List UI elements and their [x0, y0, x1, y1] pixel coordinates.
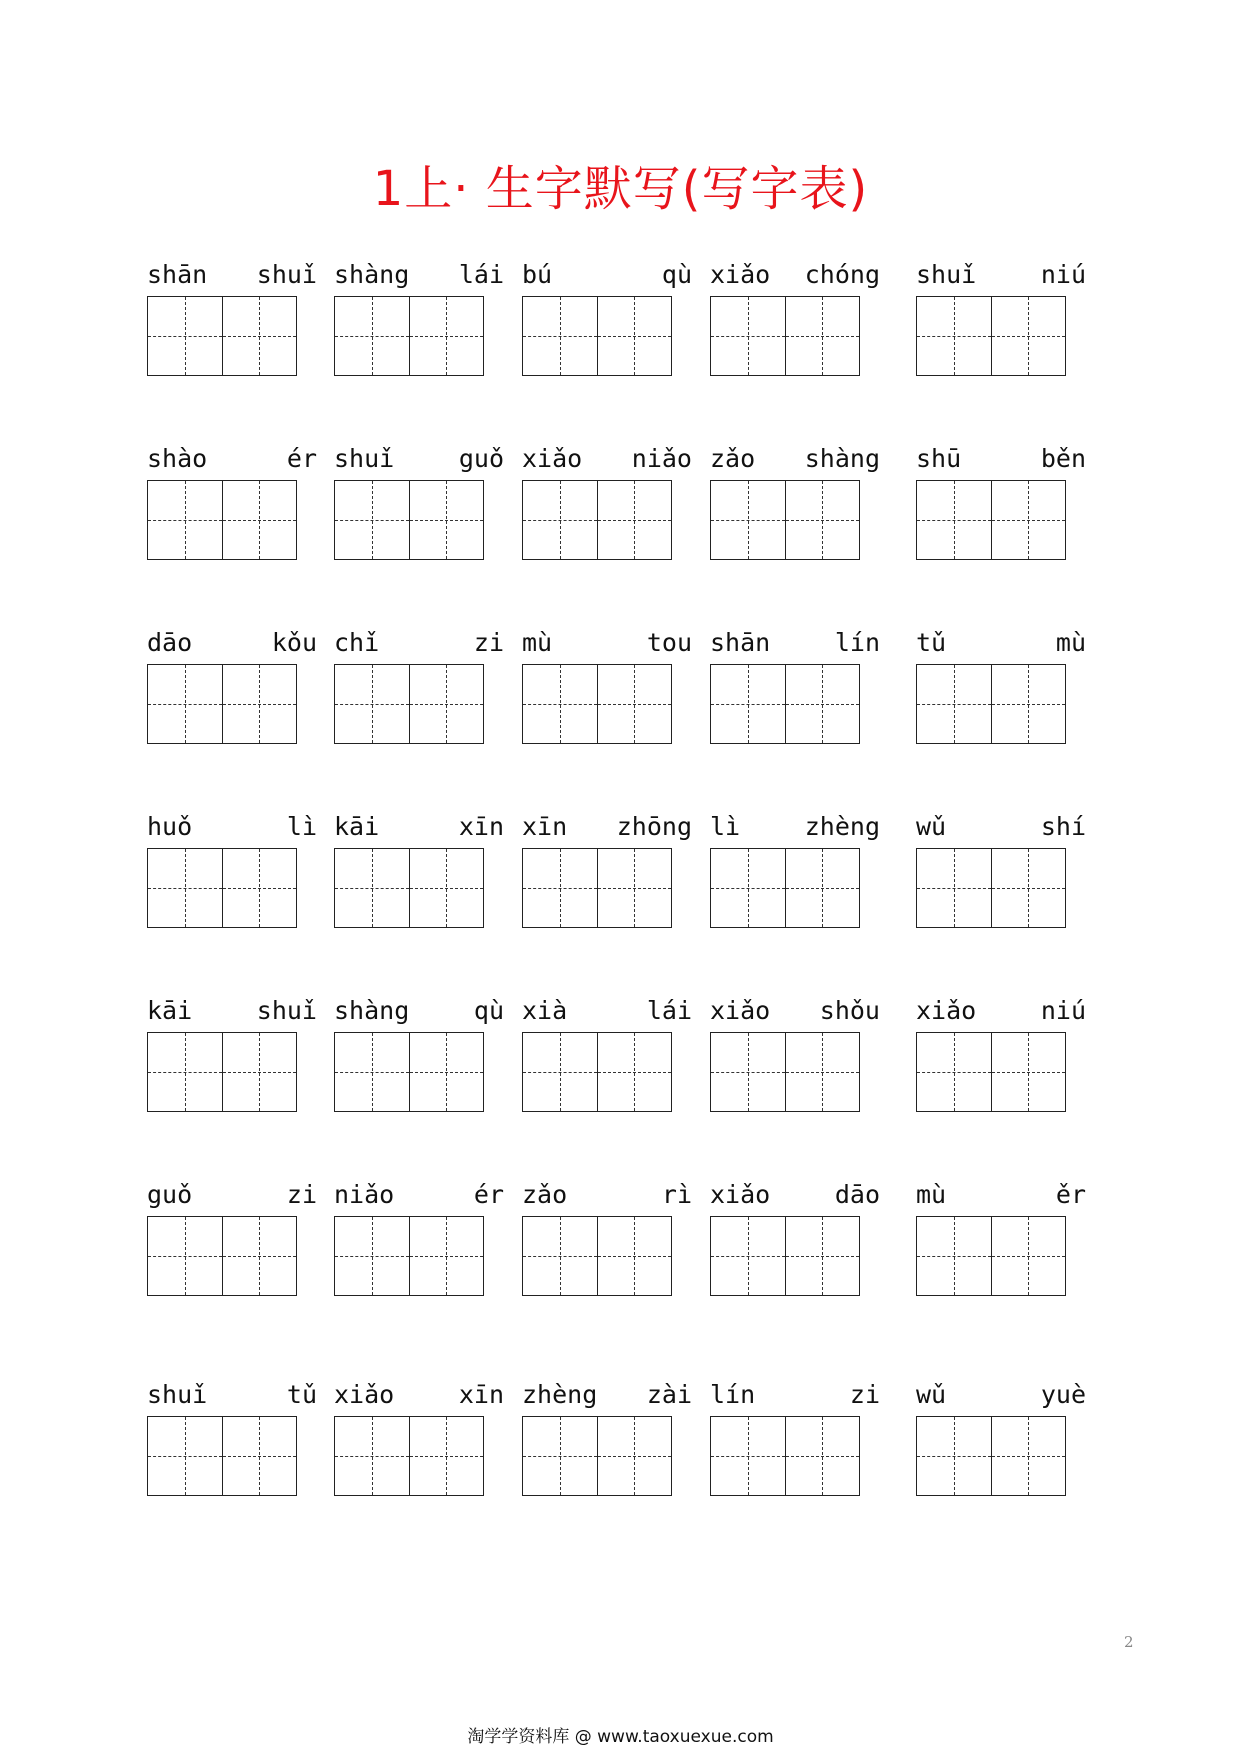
tianzige-box[interactable] [222, 1033, 297, 1111]
tianzige-box-pair [916, 1032, 1066, 1112]
tianzige-box-pair [916, 1416, 1066, 1496]
tianzige-box[interactable] [991, 1417, 1066, 1495]
tianzige-box[interactable] [409, 1417, 484, 1495]
tianzige-box[interactable] [222, 1417, 297, 1495]
tianzige-box[interactable] [409, 1033, 484, 1111]
pinyin-label [710, 1180, 880, 1214]
tianzige-box[interactable] [148, 1417, 222, 1495]
pinyin-syllable: wǔ [916, 812, 947, 841]
tianzige-box-pair [522, 1216, 672, 1296]
tianzige-box-pair [147, 296, 297, 376]
pinyin-syllable: xīn [522, 812, 568, 841]
tianzige-box[interactable] [917, 1033, 991, 1111]
tianzige-box-pair [522, 1416, 672, 1496]
pinyin-syllable: shǒu [819, 996, 880, 1025]
tianzige-box[interactable] [917, 849, 991, 927]
pinyin-syllable: mù [1055, 628, 1086, 657]
tianzige-box[interactable] [711, 1417, 785, 1495]
tianzige-box[interactable] [597, 481, 672, 559]
pinyin-syllable: shàng [804, 444, 880, 473]
pinyin-syllable: zhōng [616, 812, 692, 841]
pinyin-syllable: zǎo [710, 444, 756, 473]
pinyin-syllable: shuǐ [916, 260, 977, 289]
pinyin-syllable: tǔ [916, 628, 947, 657]
pinyin-label [334, 628, 504, 662]
pinyin-syllable: dāo [147, 628, 193, 657]
tianzige-box[interactable] [917, 665, 991, 743]
pinyin-syllable: zài [646, 1380, 692, 1409]
pinyin-label [522, 260, 692, 294]
pinyin-syllable: niǎo [631, 444, 692, 473]
tianzige-box-pair [916, 848, 1066, 928]
tianzige-box[interactable] [917, 481, 991, 559]
tianzige-box[interactable] [785, 1417, 860, 1495]
tianzige-box-pair [916, 296, 1066, 376]
pinyin-label [334, 444, 504, 478]
pinyin-syllable: zi [849, 1380, 880, 1409]
pinyin-syllable: kāi [147, 996, 193, 1025]
pinyin-syllable: lín [834, 628, 880, 657]
tianzige-box-pair [334, 1216, 484, 1296]
pinyin-syllable: xīn [458, 1380, 504, 1409]
tianzige-box[interactable] [597, 1033, 672, 1111]
tianzige-box[interactable] [711, 297, 785, 375]
tianzige-box[interactable] [335, 1217, 409, 1295]
pinyin-syllable: shān [710, 628, 771, 657]
tianzige-box-pair [916, 480, 1066, 560]
tianzige-box[interactable] [711, 1033, 785, 1111]
pinyin-label [522, 996, 692, 1030]
tianzige-box[interactable] [148, 481, 222, 559]
tianzige-box-pair [522, 848, 672, 928]
pinyin-syllable: shí [1040, 812, 1086, 841]
tianzige-box-pair [710, 1416, 860, 1496]
tianzige-box[interactable] [917, 1417, 991, 1495]
pinyin-syllable: xiǎo [916, 996, 977, 1025]
tianzige-box-pair [334, 1416, 484, 1496]
tianzige-box-pair [147, 1216, 297, 1296]
pinyin-syllable: rì [661, 1180, 692, 1209]
pinyin-syllable: xiǎo [334, 1380, 395, 1409]
tianzige-box[interactable] [335, 665, 409, 743]
pinyin-syllable: guǒ [458, 444, 504, 473]
pinyin-syllable: niú [1040, 260, 1086, 289]
tianzige-box[interactable] [409, 1217, 484, 1295]
pinyin-syllable: kǒu [271, 628, 317, 657]
tianzige-box[interactable] [711, 665, 785, 743]
pinyin-syllable: zhèng [804, 812, 880, 841]
pinyin-label [147, 1380, 317, 1414]
pinyin-label [710, 996, 880, 1030]
page-number: 2 [1124, 1633, 1134, 1651]
pinyin-syllable: shuǐ [147, 1380, 208, 1409]
tianzige-box-pair [522, 664, 672, 744]
tianzige-box[interactable] [148, 297, 222, 375]
tianzige-box[interactable] [991, 849, 1066, 927]
tianzige-box[interactable] [523, 481, 597, 559]
pinyin-label [334, 812, 504, 846]
pinyin-label [147, 628, 317, 662]
tianzige-box[interactable] [222, 665, 297, 743]
pinyin-syllable: tǔ [286, 1380, 317, 1409]
tianzige-box[interactable] [148, 849, 222, 927]
tianzige-box[interactable] [222, 1217, 297, 1295]
pinyin-label [334, 1180, 504, 1214]
tianzige-box[interactable] [222, 481, 297, 559]
pinyin-syllable: wǔ [916, 1380, 947, 1409]
tianzige-box-pair [710, 480, 860, 560]
tianzige-box[interactable] [597, 1217, 672, 1295]
pinyin-syllable: shàng [334, 260, 410, 289]
tianzige-box[interactable] [711, 481, 785, 559]
tianzige-box[interactable] [711, 849, 785, 927]
tianzige-box[interactable] [991, 481, 1066, 559]
tianzige-box-pair [334, 664, 484, 744]
pinyin-syllable: ér [473, 1180, 504, 1209]
pinyin-label [334, 996, 504, 1030]
tianzige-box-pair [522, 1032, 672, 1112]
pinyin-syllable: lái [458, 260, 504, 289]
pinyin-label [147, 996, 317, 1030]
pinyin-syllable: niǎo [334, 1180, 395, 1209]
pinyin-syllable: shuǐ [256, 260, 317, 289]
tianzige-box-pair [710, 1032, 860, 1112]
tianzige-box-pair [147, 1416, 297, 1496]
tianzige-box-pair [147, 480, 297, 560]
pinyin-syllable: shàng [334, 996, 410, 1025]
tianzige-box-pair [147, 848, 297, 928]
tianzige-box[interactable] [991, 665, 1066, 743]
pinyin-label [916, 1180, 1086, 1214]
tianzige-box[interactable] [711, 1217, 785, 1295]
tianzige-box-pair [334, 480, 484, 560]
page-title: 1上· 生字默写(写字表) [372, 161, 869, 217]
pinyin-label [522, 812, 692, 846]
pinyin-label [916, 996, 1086, 1030]
tianzige-box[interactable] [785, 1217, 860, 1295]
pinyin-syllable: dāo [834, 1180, 880, 1209]
pinyin-label [916, 260, 1086, 294]
tianzige-box[interactable] [148, 1033, 222, 1111]
pinyin-syllable: tou [646, 628, 692, 657]
pinyin-label [522, 1180, 692, 1214]
tianzige-box-pair [334, 296, 484, 376]
tianzige-box[interactable] [785, 481, 860, 559]
tianzige-box[interactable] [523, 1417, 597, 1495]
pinyin-syllable: huǒ [147, 812, 193, 841]
tianzige-box[interactable] [222, 297, 297, 375]
pinyin-syllable: qù [473, 996, 504, 1025]
pinyin-label [710, 812, 880, 846]
pinyin-syllable: yuè [1040, 1380, 1086, 1409]
footer-watermark: 淘学学资料库 @ www.taoxuexue.com [467, 1727, 774, 1747]
pinyin-syllable: xiǎo [710, 1180, 771, 1209]
tianzige-box-pair [916, 664, 1066, 744]
pinyin-syllable: niú [1040, 996, 1086, 1025]
pinyin-syllable: xiǎo [522, 444, 583, 473]
tianzige-box[interactable] [991, 1217, 1066, 1295]
tianzige-box[interactable] [597, 665, 672, 743]
pinyin-syllable: lái [646, 996, 692, 1025]
tianzige-box[interactable] [785, 1033, 860, 1111]
tianzige-box[interactable] [991, 297, 1066, 375]
tianzige-box[interactable] [785, 849, 860, 927]
tianzige-box[interactable] [917, 1217, 991, 1295]
pinyin-label [147, 812, 317, 846]
pinyin-syllable: zǎo [522, 1180, 568, 1209]
pinyin-syllable: zi [286, 1180, 317, 1209]
tianzige-box-pair [916, 1216, 1066, 1296]
tianzige-box[interactable] [597, 297, 672, 375]
tianzige-box[interactable] [148, 1217, 222, 1295]
pinyin-label [916, 628, 1086, 662]
pinyin-syllable: mù [916, 1180, 947, 1209]
pinyin-syllable: xiǎo [710, 996, 771, 1025]
tianzige-box[interactable] [917, 297, 991, 375]
tianzige-box-pair [710, 664, 860, 744]
pinyin-syllable: shuǐ [256, 996, 317, 1025]
pinyin-label [710, 1380, 880, 1414]
tianzige-box[interactable] [523, 1033, 597, 1111]
pinyin-syllable: kāi [334, 812, 380, 841]
pinyin-syllable: zhèng [522, 1380, 598, 1409]
pinyin-syllable: xiǎo [710, 260, 771, 289]
pinyin-label [916, 812, 1086, 846]
pinyin-label [522, 444, 692, 478]
pinyin-label [334, 260, 504, 294]
pinyin-label [522, 1380, 692, 1414]
pinyin-syllable: shū [916, 444, 962, 473]
pinyin-label [147, 260, 317, 294]
tianzige-box-pair [522, 296, 672, 376]
pinyin-label [522, 628, 692, 662]
tianzige-box[interactable] [335, 1033, 409, 1111]
tianzige-box-pair [147, 664, 297, 744]
tianzige-box[interactable] [597, 1417, 672, 1495]
tianzige-box-pair [147, 1032, 297, 1112]
tianzige-box-pair [710, 1216, 860, 1296]
pinyin-syllable: ěr [1055, 1180, 1086, 1209]
tianzige-box[interactable] [523, 665, 597, 743]
pinyin-syllable: xià [522, 996, 568, 1025]
pinyin-syllable: ér [286, 444, 317, 473]
pinyin-label [147, 444, 317, 478]
tianzige-box[interactable] [222, 849, 297, 927]
tianzige-box[interactable] [785, 297, 860, 375]
pinyin-syllable: mù [522, 628, 553, 657]
pinyin-syllable: zi [473, 628, 504, 657]
tianzige-box-pair [522, 480, 672, 560]
tianzige-box[interactable] [335, 481, 409, 559]
pinyin-syllable: chóng [804, 260, 880, 289]
tianzige-box-pair [334, 848, 484, 928]
pinyin-syllable: shān [147, 260, 208, 289]
tianzige-box[interactable] [148, 665, 222, 743]
pinyin-syllable: lín [710, 1380, 756, 1409]
tianzige-box[interactable] [523, 1217, 597, 1295]
tianzige-box[interactable] [335, 1417, 409, 1495]
tianzige-box[interactable] [409, 665, 484, 743]
pinyin-syllable: bú [522, 260, 553, 289]
pinyin-label [916, 444, 1086, 478]
pinyin-label [710, 260, 880, 294]
pinyin-label [334, 1380, 504, 1414]
pinyin-label [710, 628, 880, 662]
tianzige-box[interactable] [409, 849, 484, 927]
pinyin-syllable: lì [710, 812, 741, 841]
tianzige-box[interactable] [523, 297, 597, 375]
tianzige-box[interactable] [409, 481, 484, 559]
tianzige-box[interactable] [523, 849, 597, 927]
pinyin-syllable: běn [1040, 444, 1086, 473]
tianzige-box-pair [710, 296, 860, 376]
pinyin-syllable: guǒ [147, 1180, 193, 1209]
tianzige-box[interactable] [785, 665, 860, 743]
pinyin-syllable: shuǐ [334, 444, 395, 473]
tianzige-box[interactable] [409, 297, 484, 375]
pinyin-label [710, 444, 880, 478]
tianzige-box[interactable] [335, 297, 409, 375]
pinyin-syllable: qù [661, 260, 692, 289]
pinyin-label [916, 1380, 1086, 1414]
tianzige-box[interactable] [991, 1033, 1066, 1111]
pinyin-syllable: shào [147, 444, 208, 473]
pinyin-label [147, 1180, 317, 1214]
tianzige-box-pair [710, 848, 860, 928]
pinyin-syllable: chǐ [334, 628, 380, 657]
tianzige-box[interactable] [597, 849, 672, 927]
tianzige-box-pair [334, 1032, 484, 1112]
pinyin-syllable: xīn [458, 812, 504, 841]
pinyin-syllable: lì [286, 812, 317, 841]
tianzige-box[interactable] [335, 849, 409, 927]
